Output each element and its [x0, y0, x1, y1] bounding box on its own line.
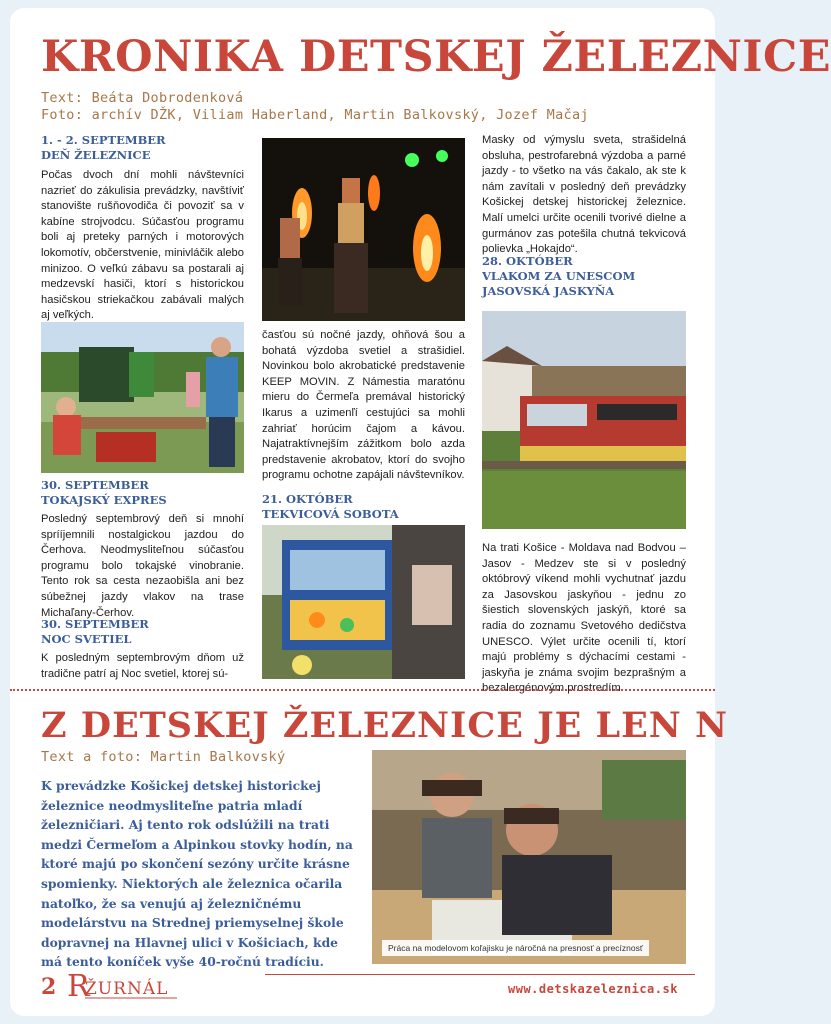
section-heading-den-zeleznice — [41, 133, 166, 163]
article2-title: Z DETSKEJ ŽELEZNICE JE LEN N — [41, 705, 728, 746]
section-date: 30. SEPTEMBER — [41, 617, 149, 631]
logo-word: ŽURNÁL — [85, 979, 169, 999]
text-credit: Text: Beáta Dobrodenková — [41, 90, 244, 106]
section-name-line2: JASOVSKÁ JASKYŇA — [482, 284, 615, 298]
fire-engine-photo — [41, 322, 244, 473]
section-name: TOKAJSKÝ EXPRES — [41, 493, 167, 507]
section-text: Masky od výmyslu sveta, strašidelná obsluha, pestrofarebná výzdoba a parné jazdy - to všetko na vás čakalo, ak ste k nám zavítali v posledný deň prevádzky Košickej detskej historickej železnice. Malí umelci určite ocenili tvorivé dielne a gurmánov zas potešila chutná tekvicová polievka „Hokajdo“. — [482, 134, 686, 256]
section-text: Posledný septembrový deň si mnohí sprííjemnili nostalgickou jazdou do Čerhova. Neodmysliteľnou súčasťou programu bolo tokajské vinobranie. Tento rok sa cesta nezaobišla ani bez súbežnej jazdy vlakov na trase Michaľany-Čerhov. — [41, 513, 244, 619]
section-name: DEŇ ŽELEZNICE — [41, 148, 151, 162]
article-title: KRONIKA DETSKEJ ŽELEZNICE — [41, 32, 831, 82]
section-heading-jasovska-jaskyna — [482, 254, 635, 299]
pumpkin-train-photo — [262, 525, 465, 679]
magazine-page — [10, 8, 831, 1016]
section-name: TEKVICOVÁ SOBOTA — [262, 507, 399, 521]
section-heading-noc-svetiel — [41, 617, 149, 647]
photo-credit: Foto: archív DŽK, Viliam Haberland, Martin Balkovský, Jozef Mačaj — [41, 107, 589, 123]
website-link[interactable]: www.detskazeleznica.sk — [508, 982, 678, 996]
section-text: Na trati Košice - Moldava nad Bodvou – Jasov - Medzev ste si v posledný októbrový víkend mohli vychutnať jazdu za Jasovskou jaskyňou - jednu zo šiestich slovenských jaskýň, ktoré sa radia do zoznamu Svetového dedičstva UNESCO. Výlet určite ocenili tí, ktorí majú problémy s dýchacími cestami - jaskyňa je známa svojim bezprašným a bezalergénovým prostredím. — [482, 542, 686, 695]
section-date: 30. SEPTEMBER — [41, 478, 149, 492]
section-date: 21. OKTÓBER — [262, 492, 353, 506]
train-photo — [482, 311, 686, 529]
photo-caption: Práca na modelovom koľajisku je náročná na presnosť a precíznosť — [382, 940, 649, 956]
page-number: 2 — [41, 974, 57, 1000]
article2-lead: K prevádzke Košickej detskej historickej železnice neodmysliteľne patria mladí železničiari. Aj tento rok odslúžili na trati medzi Čermeľom a Alpinkou stovky hodín, na ktoré majú po skončení sezóny určite krásne spomienky. Niektorých ale železnica očarila natoľko, že sa venujú aj železničnému modelárstvu na Strednej priemyselnej škole dopravnej na Hlavnej ulici v Košiciach, kde má tento koníček vyše 40-ročnú tradíciu. — [41, 778, 353, 970]
section-heading-tekvicova-sobota — [262, 492, 399, 522]
article2-credit: Text a foto: Martin Balkovský — [41, 749, 286, 765]
logo-letter: R — [67, 969, 90, 1004]
section-name: VLAKOM ZA UNESCOM — [482, 269, 636, 283]
article-divider — [10, 689, 715, 691]
section-heading-tokajsky-expres — [41, 478, 167, 508]
section-text: Počas dvoch dní mohli návštevníci nazrieť do zákulisia prevádzky, navštíviť stanovište rušňovodiča či povoziť sa v kabíne strojvodcu. Súčasťou programu boli aj preteky parných i motorových lokomotív, občerstvenie, minivláčik alebo minizoo. O veľkú zábavu sa postarali aj medzevskí hasiči, ktorí s historickou hasičskou striekačkou zabávali malých aj veľkých. — [41, 169, 244, 322]
fire-show-photo — [262, 138, 465, 321]
footer-rule — [265, 974, 695, 975]
section-date: 1. - 2. SEPTEMBER — [41, 133, 166, 147]
zurnal-logo — [65, 968, 181, 1002]
section-date: 28. OKTÓBER — [482, 254, 573, 268]
section-text: K posledným septembrovým dňom už tradične patrí aj Noc svetiel, ktorej sú- — [41, 652, 244, 680]
section-name: NOC SVETIEL — [41, 632, 132, 646]
model-railway-photo — [372, 750, 686, 964]
section-text-continued: časťou sú nočné jazdy, ohňová šou a bohatá výzdoba svetiel a strašidiel. Novinkou bolo akrobatické predstavenie KEEP MOVIN. Z Námestia maratónu mieru do Čermeľa premával historický Ikarus a uzimenľí cestujúci sa mohli zahriať horúcim čajom a kávou. Najatraktívnejším zážitkom bolo azda predstavenie akrobatov, ktorí do svojho programu ochotne zapájali návštevníkov. — [262, 329, 465, 482]
